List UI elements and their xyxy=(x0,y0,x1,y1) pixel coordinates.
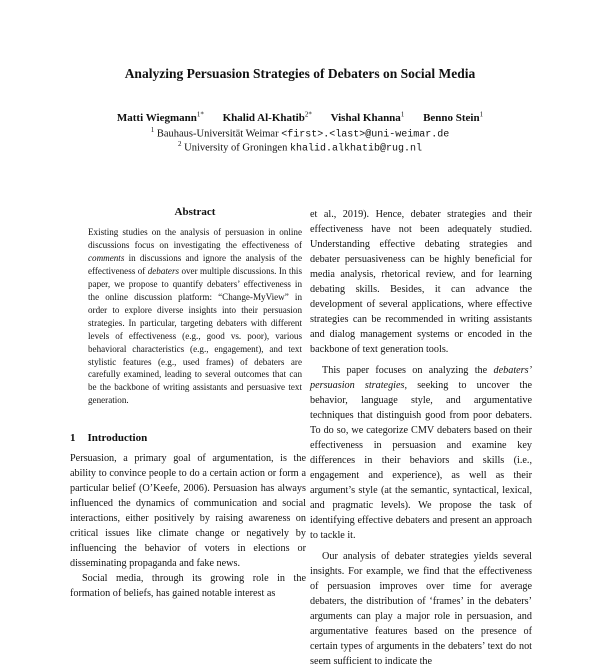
paragraph: Social media, through its growing role in the formation of beliefs, has gained notable interest as xyxy=(70,573,306,599)
section-heading: 1 Introduction xyxy=(70,432,148,444)
author: Vishal Khanna$^1$ xyxy=(330,110,405,124)
paragraph: et al., 2019). Hence, debater strategies and their effectiveness have not been adequately studied. Understanding effective debating strategies and debater persuasiveness can be highly beneficial for media analysis, rhetorical review, and for learning debating skills. Besides, it can advance the development of several applications, where effective strategies can be recommended in writing assistants and dialog management systems or encoded in the backbone of text generation tools. xyxy=(310,209,532,355)
abstract-heading: Abstract xyxy=(174,206,216,218)
author: Khalid Al-Khatib$^{2*}$ xyxy=(222,110,312,124)
affiliation-email: khalid.alkhatib@rug.nl xyxy=(289,143,422,155)
left-column-body xyxy=(70,451,306,601)
paragraph: Persuasion, a primary goal of argumentation, is the ability to convince people to do a certain action or form a particular belief (O’Keefe, 2006). Persuasion has always influenced the dynamics of communication and social interactions, either positively by raising awareness on critical issues like climate change or negatively by influencing the behavior of voters in elections or disseminating propaganda and fake news. xyxy=(70,453,306,569)
paragraph: Our analysis of debater strategies yields several insights. For example, we find that the effectiveness of persuasion improves over time for average debaters, the distribution of ‘frames’ in the debaters’ arguments can play a major role in persuasion, and argumentative features based on the presence of certain types of arguments in the debaters’ text do not seem sufficient to indicate the xyxy=(310,551,532,667)
abstract-text: Existing studies on the analysis of persuasion in online discussions focus on investigating the effectiveness of comments in discussions and ignore the analysis of the effectiveness of debaters over multiple discussions. In this paper, we propose to quantify debaters’ effectiveness in the online discussion platform: “Change-MyView” in order to explore diverse insights into their persuasion strategies. In particular, targeting debaters with different levels of effectiveness (e.g., good vs. poor), various behavioral characteristics (e.g., engagement), and text stylistic features (e.g., used frames) of debaters are carefully examined, leading to several outcomes that can be the backbone of writing assistants and persuasive text generation. xyxy=(88,227,302,406)
paragraph: This paper focuses on analyzing the debaters’ persuasion strategies, seeking to uncover the behavior, language style, and argumentative techniques that distinguish good from poor debaters. To do so, we categorize CMV debaters based on their effectiveness in persuasion and examine key differences in their behaviors and skills (i.e., engagement and experience), as well as their argument’s style (at the semantic, syntactical, lexical, and pragmatic levels). We propose the task of identifying effective debaters and present an approach to tackle it. xyxy=(310,365,532,541)
affiliation-email: <first>.<last>@uni-weimar.de xyxy=(281,129,450,141)
author: Benno Stein$^1$ xyxy=(423,110,484,124)
author-list xyxy=(0,110,600,124)
affiliation: $^2$ University of Groningen khalid.alkhatib@rug.nl xyxy=(177,140,422,155)
paper-title: Analyzing Persuasion Strategies of Debaters on Social Media xyxy=(124,66,476,81)
affiliation: $^1$ Bauhaus-Universität Weimar <first>.<last>@uni-weimar.de xyxy=(150,126,450,141)
author: Matti Wiegmann$^{1*}$ xyxy=(116,110,204,124)
